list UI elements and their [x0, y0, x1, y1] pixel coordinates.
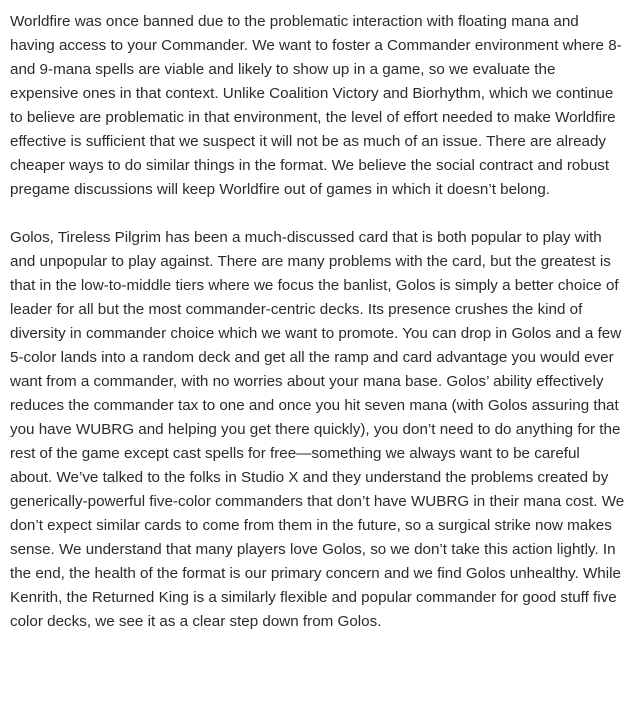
paragraph-spacer [10, 202, 626, 226]
paragraph-golos: Golos, Tireless Pilgrim has been a much-discussed card that is both popular to play with and unpopular to play against. There are many problems with the card, but the greatest is that in the low-to-middle tiers where we focus the banlist, Golos is simply a better choice of leader for all but the most commander-centric decks. Its presence crushes the kind of diversity in commander choice which we want to promote. You can drop in Golos and a few 5-color lands into a random deck and get all the ramp and card advantage you would ever want from a commander, with no worries about your mana base. Golos’ ability effectively reduces the commander tax to one and once you hit seven mana (with Golos assuring that you have WUBRG and helping you get there quickly), you don’t need to do anything for the rest of the game except cast spells for free—something we always want to be careful about. We’ve talked to the folks in Studio X and they understand the problems created by generically-powerful five-color commanders that don’t have WUBRG in their mana cost. We don’t expect similar cards to come from them in the future, so a surgical strike now makes sense. We understand that many players love Golos, so we don’t take this action lightly. In the end, the health of the format is our primary concern and we find Golos unhealthy. While Kenrith, the Returned King is a similarly flexible and popular commander for good stuff five color decks, we see it as a clear step down from Golos. [10, 229, 625, 630]
paragraph-worldfire: Worldfire was once banned due to the problematic interaction with floating mana and having access to your Commander. We want to foster a Commander environment where 8- and 9-mana spells are viable and likely to show up in a game, so we evaluate the expensive ones in that context. Unlike Coalition Victory and Biorhythm, which we continue to believe are problematic in that environment, the level of effort needed to make Worldfire effective is sufficient that we suspect it will not be as much of an issue. There are already cheaper ways to do similar things in the format. We believe the social contract and robust pregame discussions will keep Worldfire out of games in which it doesn’t belong. [10, 13, 622, 198]
article-body [10, 10, 626, 634]
